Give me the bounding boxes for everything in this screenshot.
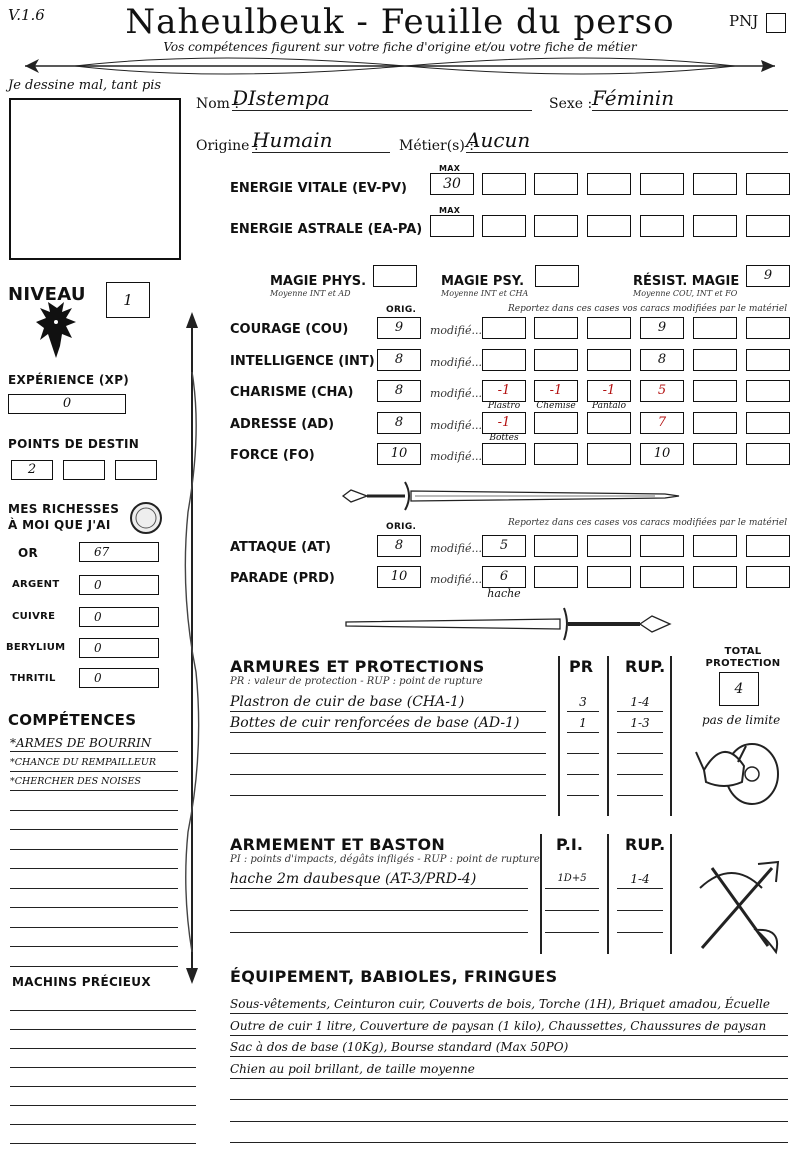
arme-pi[interactable] bbox=[545, 892, 599, 911]
metier-label: Métier(s) : bbox=[399, 138, 474, 154]
stat-label: CHARISME (CHA) bbox=[230, 385, 354, 400]
ea-cell-5[interactable] bbox=[693, 215, 737, 237]
dragon-icon bbox=[32, 300, 82, 362]
combat-orig-value: 10 bbox=[390, 569, 408, 584]
stat-modifie-label: modifié... bbox=[430, 387, 482, 400]
argent-box[interactable]: 0 bbox=[79, 575, 159, 595]
competence-line[interactable] bbox=[10, 872, 178, 889]
stat-mod-cell[interactable] bbox=[746, 317, 790, 339]
armement-sub: PI : points d'impacts, dégâts infligés - RUP : point de rupture bbox=[230, 854, 540, 865]
stat-modifie-label: modifié... bbox=[430, 450, 482, 463]
ea-max-label: MAX bbox=[439, 206, 461, 215]
stat-orig-box[interactable] bbox=[377, 412, 421, 434]
magie-phys-box[interactable] bbox=[373, 265, 417, 287]
nom-field[interactable]: DIstempa bbox=[232, 86, 532, 111]
portrait-box[interactable] bbox=[9, 98, 181, 260]
equipement-line[interactable]: Sous-vêtements, Ceinturon cuir, Couverts de bois, Torche (1H), Briquet amadou, Écuelle bbox=[230, 996, 788, 1014]
origine-label: Origine : bbox=[196, 138, 259, 154]
stat-mod-value: 7 bbox=[657, 414, 667, 430]
sword-ornament-2-icon bbox=[340, 606, 685, 642]
stat-label: FORCE (FO) bbox=[230, 448, 315, 463]
armures-title: ARMURES ET PROTECTIONS bbox=[230, 657, 485, 676]
combat-mod-cell[interactable] bbox=[534, 535, 578, 557]
machin-line[interactable] bbox=[10, 1072, 196, 1087]
armure-pr[interactable]: 3 bbox=[567, 693, 599, 712]
stat-mod-note: Pantalo bbox=[591, 401, 627, 411]
stat-mod-cell[interactable] bbox=[640, 380, 684, 402]
combat-mod-cell[interactable] bbox=[746, 535, 790, 557]
combat-mod-cell[interactable] bbox=[587, 566, 631, 588]
stat-mod-cell[interactable] bbox=[534, 380, 578, 402]
stat-mod-cell[interactable] bbox=[693, 443, 737, 465]
stat-mod-cell[interactable] bbox=[534, 317, 578, 339]
competence-line[interactable] bbox=[10, 852, 178, 869]
stat-mod-value: -1 bbox=[549, 383, 563, 398]
combat-mod-cell[interactable] bbox=[534, 566, 578, 588]
stat-orig-box[interactable] bbox=[377, 380, 421, 402]
machin-line[interactable] bbox=[10, 1034, 196, 1049]
competence-line[interactable] bbox=[10, 911, 178, 928]
machin-line[interactable] bbox=[10, 1129, 196, 1144]
ev-cell-1[interactable] bbox=[482, 173, 526, 195]
arme-name[interactable] bbox=[230, 914, 528, 933]
total-label-2: PROTECTION bbox=[705, 658, 781, 669]
stat-mod-note: Plastro bbox=[487, 401, 521, 411]
competence-line[interactable] bbox=[10, 813, 178, 830]
magie-phys-label: MAGIE PHYS. bbox=[270, 274, 367, 289]
total-protection-box[interactable]: 4 bbox=[719, 672, 759, 706]
combat-orig-value: 8 bbox=[394, 538, 404, 553]
armures-rup-header: RUP. bbox=[625, 657, 666, 676]
combat-mod-cell[interactable] bbox=[482, 566, 526, 588]
berylium-label: BERYLIUM bbox=[6, 642, 66, 653]
ev-cell-5[interactable] bbox=[693, 173, 737, 195]
armure-rup[interactable] bbox=[617, 756, 663, 775]
stat-mod-cell[interactable] bbox=[640, 412, 684, 434]
nom-label: Nom : bbox=[196, 96, 240, 112]
armement-divider-3 bbox=[670, 834, 672, 954]
stat-orig-value: 9 bbox=[394, 320, 404, 335]
sword-ornament-icon bbox=[335, 478, 685, 514]
combat-mod-cell[interactable] bbox=[482, 535, 526, 557]
stat-mod-cell[interactable] bbox=[534, 443, 578, 465]
stat-mod-cell[interactable] bbox=[640, 349, 684, 371]
stat-orig-value: 8 bbox=[394, 383, 404, 398]
ea-label: ENERGIE ASTRALE (EA-PA) bbox=[230, 222, 423, 237]
armure-pr[interactable] bbox=[567, 777, 599, 796]
stat-mod-cell[interactable] bbox=[746, 380, 790, 402]
cuivre-box[interactable]: 0 bbox=[79, 607, 159, 627]
thritil-label: THRITIL bbox=[10, 673, 56, 684]
combat-mod-cell[interactable] bbox=[640, 566, 684, 588]
stat-mod-cell[interactable] bbox=[482, 349, 526, 371]
stat-mod-value: -1 bbox=[497, 383, 511, 398]
stat-label: ADRESSE (AD) bbox=[230, 416, 335, 432]
stat-mod-cell[interactable] bbox=[693, 380, 737, 402]
stat-mod-value: 10 bbox=[653, 446, 671, 461]
armement-title: ARMEMENT ET BASTON bbox=[230, 835, 446, 854]
magie-phys-sub: Moyenne INT et AD bbox=[270, 289, 351, 298]
combat-modifie-label: modifié... bbox=[430, 542, 482, 555]
armement-divider-2 bbox=[607, 834, 609, 954]
combat-mod-cell[interactable] bbox=[746, 566, 790, 588]
combat-mod-cell[interactable] bbox=[640, 535, 684, 557]
stat-modifie-label: modifié... bbox=[430, 355, 482, 369]
competence-line[interactable] bbox=[10, 794, 178, 811]
sexe-label: Sexe : bbox=[549, 96, 593, 112]
stat-mod-cell[interactable] bbox=[746, 443, 790, 465]
resist-magie-label: RÉSIST. MAGIE bbox=[633, 274, 740, 289]
armure-rup[interactable]: 1-3 bbox=[617, 714, 663, 733]
niveau-label: NIVEAU bbox=[8, 284, 86, 305]
stat-orig-box[interactable] bbox=[377, 443, 421, 465]
version-label: V.1.6 bbox=[8, 6, 45, 24]
armure-name[interactable] bbox=[230, 777, 546, 796]
xp-label: EXPÉRIENCE (XP) bbox=[8, 373, 130, 387]
argent-label: ARGENT bbox=[12, 579, 60, 590]
total-label-1: TOTAL bbox=[724, 646, 762, 657]
ev-max-label: MAX bbox=[439, 164, 461, 173]
sexe-field[interactable]: Féminin bbox=[592, 86, 788, 111]
ea-cell-3[interactable] bbox=[587, 215, 631, 237]
armure-rup[interactable] bbox=[617, 735, 663, 754]
machin-line[interactable] bbox=[10, 1053, 196, 1068]
armures-pr-header: PR bbox=[569, 657, 594, 676]
armure-pr[interactable] bbox=[567, 735, 599, 754]
competence-line[interactable] bbox=[10, 950, 178, 967]
coin-icon bbox=[128, 500, 164, 536]
stat-mod-cell[interactable] bbox=[746, 349, 790, 371]
armement-pi-header: P.I. bbox=[556, 835, 583, 854]
combat-mod-value: 5 bbox=[499, 538, 509, 553]
ea-cell-2[interactable] bbox=[534, 215, 578, 237]
richesses-label-1: MES RICHESSES bbox=[8, 502, 120, 516]
stat-orig-value: 8 bbox=[394, 414, 404, 430]
combat-note: Reportez dans ces cases vos caracs modifiées par le matériel bbox=[508, 518, 788, 528]
stats-orig-label: ORIG. bbox=[386, 305, 417, 315]
equipement-line[interactable] bbox=[230, 1125, 788, 1143]
stats-note: Reportez dans ces cases vos caracs modifiées par le matériel bbox=[508, 304, 788, 314]
metier-field[interactable]: Aucun bbox=[466, 128, 788, 153]
armures-divider-3 bbox=[670, 656, 672, 816]
ev-label: ENERGIE VITALE (EV-PV) bbox=[230, 181, 407, 196]
combat-mod-value: 6 bbox=[499, 569, 509, 584]
machin-line[interactable] bbox=[10, 1110, 196, 1125]
magie-psy-label: MAGIE PSY. bbox=[441, 274, 525, 289]
ev-cell-2[interactable] bbox=[534, 173, 578, 195]
stat-mod-cell[interactable] bbox=[746, 412, 790, 434]
equipement-line[interactable] bbox=[230, 1082, 788, 1100]
equipement-line[interactable]: Sac à dos de base (10Kg), Bourse standard (Max 50PO) bbox=[230, 1039, 788, 1057]
armure-rup[interactable]: 1-4 bbox=[617, 693, 663, 712]
arme-rup[interactable] bbox=[617, 892, 663, 911]
ea-max-box[interactable] bbox=[430, 215, 474, 237]
competence-line[interactable]: *CHANCE DU REMPAILLEUR bbox=[10, 755, 178, 772]
ea-cell-4[interactable] bbox=[640, 215, 684, 237]
armement-rup-header: RUP. bbox=[625, 835, 666, 854]
armures-sub: PR : valeur de protection - RUP : point de rupture bbox=[230, 676, 483, 687]
weapons-icon bbox=[692, 858, 788, 958]
competence-line[interactable] bbox=[10, 930, 178, 947]
ea-cell-6[interactable] bbox=[746, 215, 790, 237]
combat-mod-cell[interactable] bbox=[693, 535, 737, 557]
competence-line[interactable] bbox=[10, 833, 178, 850]
stat-mod-cell[interactable] bbox=[534, 349, 578, 371]
equipement-line[interactable]: Outre de cuir 1 litre, Couverture de paysan (1 kilo), Chaussettes, Chaussures de paysan bbox=[230, 1018, 788, 1036]
armement-divider-1 bbox=[540, 834, 542, 954]
sheet-title: Naheulbeuk - Feuille du perso bbox=[125, 2, 675, 42]
stat-mod-cell[interactable] bbox=[693, 317, 737, 339]
stat-orig-value: 8 bbox=[394, 351, 404, 367]
arme-name[interactable]: hache 2m daubesque (AT-3/PRD-4) bbox=[230, 870, 528, 889]
ev-cell-4[interactable] bbox=[640, 173, 684, 195]
armure-name[interactable] bbox=[230, 735, 546, 754]
competence-line[interactable]: *CHERCHER DES NOISES bbox=[10, 774, 178, 791]
stat-mod-note: Chemise bbox=[536, 401, 576, 411]
machin-line[interactable] bbox=[10, 1015, 196, 1030]
stat-mod-cell[interactable] bbox=[482, 380, 526, 402]
or-label: OR bbox=[18, 546, 39, 560]
sheet-subtitle: Vos compétences figurent sur votre fiche d'origine et/ou votre fiche de métier bbox=[163, 40, 637, 54]
magie-psy-sub: Moyenne INT et CHA bbox=[441, 289, 529, 298]
ea-cell-1[interactable] bbox=[482, 215, 526, 237]
pnj-checkbox[interactable] bbox=[766, 13, 786, 33]
combat-orig-box[interactable] bbox=[377, 566, 421, 588]
stat-mod-cell[interactable] bbox=[482, 317, 526, 339]
niveau-box[interactable]: 1 bbox=[106, 282, 150, 318]
arrow-ornament-icon bbox=[15, 54, 785, 78]
richesses-label-2: À MOI QUE J'AI bbox=[8, 518, 111, 532]
xp-box[interactable]: 0 bbox=[8, 394, 126, 414]
destin-label: POINTS DE DESTIN bbox=[8, 437, 140, 451]
combat-label: ATTAQUE (AT) bbox=[230, 540, 331, 555]
stat-mod-value: 8 bbox=[657, 351, 667, 367]
combat-label: PARADE (PRD) bbox=[230, 571, 335, 586]
armure-name[interactable]: Plastron de cuir de base (CHA-1) bbox=[230, 693, 546, 712]
arme-rup[interactable]: 1-4 bbox=[617, 870, 663, 889]
stat-label: INTELLIGENCE (INT) bbox=[230, 353, 375, 369]
stat-mod-cell[interactable] bbox=[587, 443, 631, 465]
combat-modifie-label: modifié... bbox=[430, 573, 482, 586]
stat-mod-cell[interactable] bbox=[482, 412, 526, 434]
stat-mod-value: 5 bbox=[657, 383, 667, 398]
spear-ornament-icon bbox=[180, 312, 204, 984]
limit-note: pas de limite bbox=[702, 713, 781, 727]
stat-mod-value: -1 bbox=[497, 414, 511, 430]
armure-pr[interactable]: 1 bbox=[567, 714, 599, 733]
ev-cell-6[interactable] bbox=[746, 173, 790, 195]
stat-mod-cell[interactable] bbox=[640, 443, 684, 465]
combat-mod-note: hache bbox=[487, 587, 521, 600]
combat-orig-box[interactable] bbox=[377, 535, 421, 557]
armure-rup[interactable] bbox=[617, 777, 663, 796]
stat-mod-cell[interactable] bbox=[640, 317, 684, 339]
combat-orig-label: ORIG. bbox=[386, 522, 417, 532]
stat-orig-box[interactable] bbox=[377, 317, 421, 339]
stat-mod-cell[interactable] bbox=[587, 412, 631, 434]
cuivre-label: CUIVRE bbox=[12, 611, 56, 622]
stat-mod-cell[interactable] bbox=[482, 443, 526, 465]
competence-line[interactable]: *ARMES DE BOURRIN bbox=[10, 735, 178, 752]
berylium-box[interactable]: 0 bbox=[79, 638, 159, 658]
arme-rup[interactable] bbox=[617, 914, 663, 933]
machin-line[interactable] bbox=[10, 996, 196, 1011]
ev-cell-3[interactable] bbox=[587, 173, 631, 195]
destin-box-1[interactable]: 2 bbox=[11, 460, 53, 480]
competences-label: COMPÉTENCES bbox=[8, 711, 137, 729]
combat-mod-cell[interactable] bbox=[587, 535, 631, 557]
origine-field[interactable]: Humain bbox=[252, 128, 390, 153]
destin-box-3[interactable] bbox=[115, 460, 157, 480]
stat-mod-cell[interactable] bbox=[693, 349, 737, 371]
or-box[interactable]: 67 bbox=[79, 542, 159, 562]
machins-label: MACHINS PRÉCIEUX bbox=[12, 975, 151, 989]
armure-pr[interactable] bbox=[567, 756, 599, 775]
pnj-label: PNJ bbox=[729, 12, 759, 30]
stat-mod-cell[interactable] bbox=[693, 412, 737, 434]
resist-magie-sub: Moyenne COU, INT et FO bbox=[633, 289, 738, 298]
equipement-line[interactable]: Chien au poil brillant, de taille moyenne bbox=[230, 1061, 788, 1079]
armures-divider-1 bbox=[558, 656, 560, 816]
stat-modifie-label: modifié... bbox=[430, 324, 482, 337]
stat-mod-cell[interactable] bbox=[534, 412, 578, 434]
stat-mod-cell[interactable] bbox=[587, 317, 631, 339]
stat-mod-value: 9 bbox=[657, 320, 667, 335]
magie-psy-box[interactable] bbox=[535, 265, 579, 287]
resist-magie-box[interactable]: 9 bbox=[746, 265, 790, 287]
armures-divider-2 bbox=[607, 656, 609, 816]
stat-mod-value: -1 bbox=[602, 383, 616, 398]
arme-pi[interactable] bbox=[545, 914, 599, 933]
stat-label: COURAGE (COU) bbox=[230, 322, 349, 337]
competence-line[interactable] bbox=[10, 891, 178, 908]
helmet-shield-icon bbox=[694, 726, 784, 808]
machin-line[interactable] bbox=[10, 1091, 196, 1106]
stat-modifie-label: modifié... bbox=[430, 418, 482, 432]
equipement-line[interactable] bbox=[230, 1104, 788, 1122]
armure-name[interactable] bbox=[230, 756, 546, 775]
destin-box-2[interactable] bbox=[63, 460, 105, 480]
stat-mod-cell[interactable] bbox=[587, 349, 631, 371]
stat-mod-cell[interactable] bbox=[587, 380, 631, 402]
arme-name[interactable] bbox=[230, 892, 528, 911]
equipement-title: ÉQUIPEMENT, BABIOLES, FRINGUES bbox=[230, 967, 558, 986]
ev-max-box[interactable]: 30 bbox=[430, 173, 474, 195]
thritil-box[interactable]: 0 bbox=[79, 668, 159, 688]
stat-mod-note: Bottes bbox=[489, 432, 519, 443]
arme-pi[interactable]: 1D+5 bbox=[545, 870, 599, 889]
portrait-label: Je dessine mal, tant pis bbox=[8, 78, 162, 93]
stat-orig-box[interactable] bbox=[377, 349, 421, 371]
combat-mod-cell[interactable] bbox=[693, 566, 737, 588]
stat-orig-value: 10 bbox=[390, 446, 408, 461]
armure-name[interactable]: Bottes de cuir renforcées de base (AD-1) bbox=[230, 714, 546, 733]
